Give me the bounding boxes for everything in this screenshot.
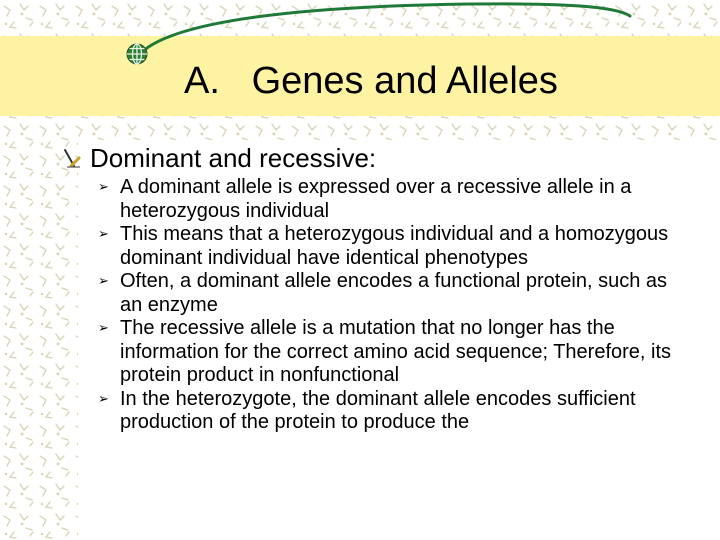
list-item [98, 317, 688, 388]
bullet-text: A dominant allele is expressed over a recessive allele in a heterozygous individual [120, 176, 632, 222]
arrow-bullet-icon: ➢ [98, 321, 109, 336]
arrow-bullet-icon: ➢ [98, 391, 109, 407]
list-item [98, 176, 688, 223]
bullet-text: This means that a heterozygous individual and a homozygous dominant individual have identical phenotypes [120, 223, 669, 269]
list-item [98, 270, 688, 317]
bullet-text: The recessive allele is a mutation that no longer has the information for the correct amino acid sequence; Therefore, its protein product in nonfunctional [120, 317, 672, 386]
globe-icon [125, 42, 149, 66]
bullet-text: Often, a dominant allele encodes a functional protein, such as an enzyme [120, 270, 668, 316]
slide-title: A. Genes and Alleles [184, 60, 558, 102]
pencil-bullet-icon [62, 146, 82, 170]
arrow-bullet-icon: ➢ [98, 227, 109, 242]
arrow-bullet-icon: ➢ [98, 180, 109, 195]
bullet-list [98, 176, 688, 435]
list-item [98, 223, 688, 270]
list-item [98, 388, 688, 435]
bullet-text: In the heterozygote, the dominant allele encodes sufficient production of the protein to produce the [120, 387, 636, 433]
heading-row [62, 142, 376, 174]
section-heading: Dominant and recessive: [90, 143, 377, 173]
arrow-bullet-icon: ➢ [98, 274, 109, 289]
